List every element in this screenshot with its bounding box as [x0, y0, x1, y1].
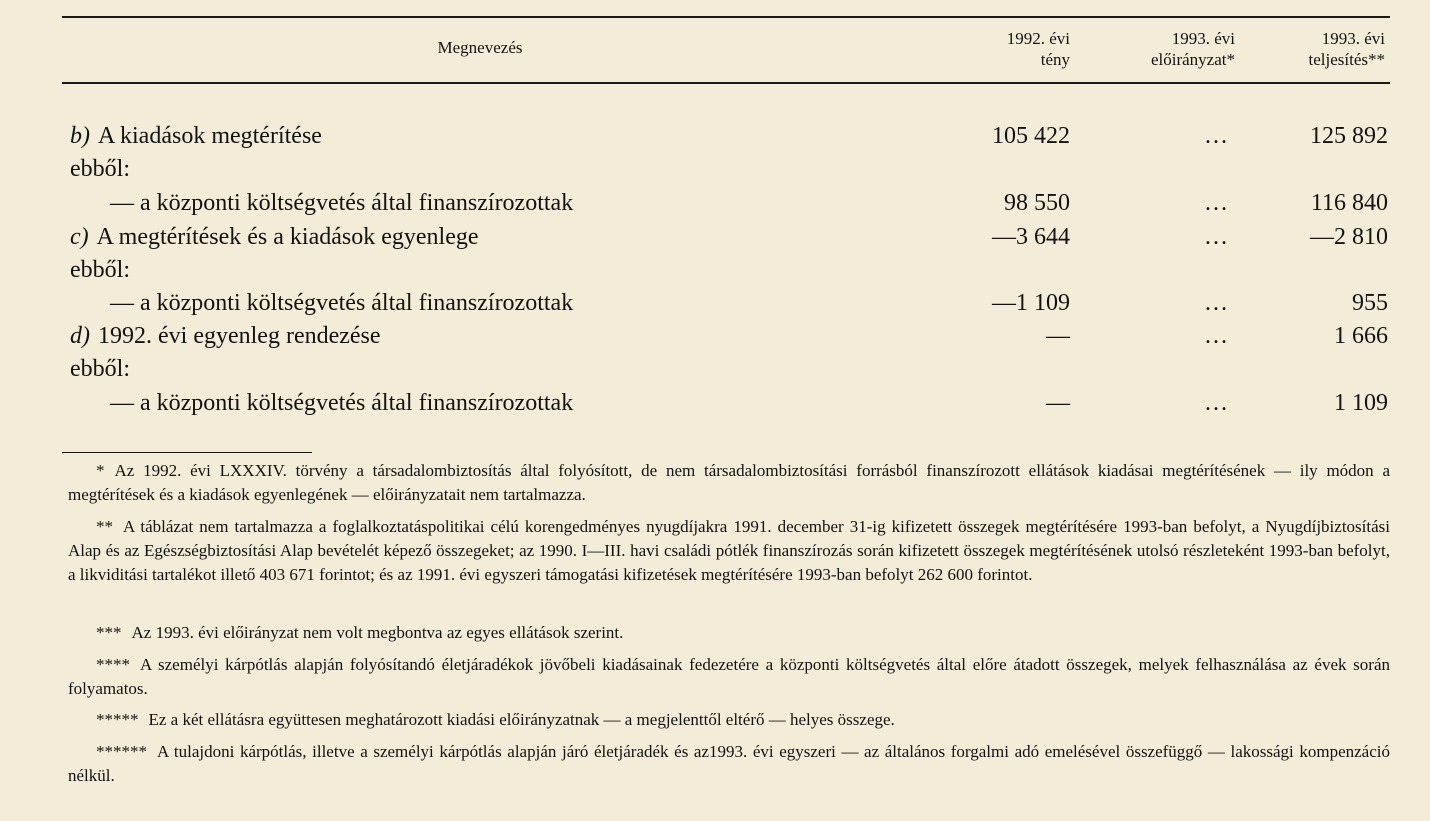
cell-1993-actual: 1 109 [1334, 390, 1388, 416]
footnote-text: A személyi kárpótlás alapján folyósítandó életjáradékok jövőbeli kiadásainak fedezetére a központi költségvetés által előre átadott összegek, melyek felhasználása az évek során folyamatos. [68, 655, 1390, 698]
footnote-mark: * [96, 461, 105, 480]
row-label [70, 319, 381, 353]
row-letter: c) [70, 224, 89, 250]
cell-1992: —3 644 [992, 224, 1070, 250]
cell-1993-plan: … [1204, 290, 1228, 316]
footnote-mark: **** [96, 655, 130, 674]
table-row [0, 253, 1430, 287]
row-letter: d) [70, 323, 90, 349]
row-label [110, 386, 573, 420]
footnote [68, 740, 1390, 788]
footnote [68, 708, 1390, 732]
cell-1992: — [1046, 323, 1070, 349]
table-top-rule [62, 16, 1390, 18]
cell-1992: 98 550 [1004, 190, 1070, 216]
footnote-text: A táblázat nem tartalmazza a foglalkoztatáspolitikai célú korengedményes nyugdíjakra 1991. december 31-ig kifizetett összegek megtérítésére 1993-ban befolyt, a Nyugdíjbiztosítási Alap és az Egészségbiztosítási Alap bevételét képező összegeket; az 1990. I—III. havi családi pótlék finanszírozás során kifizetett összegek megtérítésének utolsó részleteként 1993-ban befolyt, a likviditási tartalékot illető 403 671 forintot; és az 1991. évi egyszeri támogatási kifizetések megtérítésére 1993-ban befolyt 262 600 forintot. [68, 517, 1390, 584]
row-text: A kiadások megtérítése [98, 123, 322, 149]
footnote-mark: ***** [96, 710, 139, 729]
footnote-mark: *** [96, 623, 122, 642]
header-col-1992-line2: tény [1040, 50, 1070, 69]
row-text: A megtérítések és a kiadások egyenlege [96, 224, 479, 250]
cell-1993-plan: … [1204, 224, 1228, 250]
cell-1993-actual: —2 810 [1310, 224, 1388, 250]
row-letter: b) [70, 123, 90, 149]
cell-1993-actual: 116 840 [1310, 190, 1388, 216]
row-label [110, 286, 573, 320]
footnote-rule [62, 452, 312, 453]
footnote [68, 653, 1390, 701]
header-col-1993-actual-line2: teljesítés** [1308, 50, 1385, 69]
table-row [0, 119, 1430, 153]
footnote-mark: ****** [96, 742, 147, 761]
header-col-1993-actual [1255, 28, 1385, 70]
row-text: ebből: [70, 156, 130, 182]
row-text: ebből: [70, 356, 130, 382]
row-label [110, 186, 573, 220]
row-label [70, 119, 322, 153]
row-text: — a központi költségvetés által finanszírozottak [110, 190, 574, 216]
header-col-1992-actual [960, 28, 1070, 70]
row-label [70, 352, 130, 386]
table-row [0, 386, 1430, 420]
row-label [70, 253, 130, 287]
cell-1993-actual: 1 666 [1334, 323, 1388, 349]
header-col-1993-plan-line2: előirányzat* [1150, 50, 1235, 69]
cell-1992: 105 422 [992, 123, 1070, 149]
footnote [68, 515, 1390, 587]
footnote-mark: ** [96, 517, 113, 536]
row-text: 1992. évi egyenleg rendezése [98, 323, 381, 349]
row-label [70, 220, 479, 254]
cell-1993-actual: 955 [1352, 290, 1388, 316]
row-label [70, 152, 130, 186]
cell-1993-plan: … [1204, 190, 1228, 216]
footnote [68, 621, 1390, 645]
header-col-1993-actual-line1: 1993. évi [1321, 29, 1385, 48]
footnote-text: A tulajdoni kárpótlás, illetve a személyi kárpótlás alapján járó életjáradék és az1993. évi egyszeri — az általános forgalmi adó emelésével összefüggő — lakossági kompenzáció nélkül. [68, 742, 1390, 785]
header-name-label: Megnevezés [437, 38, 523, 57]
table-row [0, 152, 1430, 186]
table-row [0, 319, 1430, 353]
table-row [0, 286, 1430, 320]
cell-1993-plan: … [1204, 123, 1228, 149]
header-col-1993-plan-line1: 1993. évi [1171, 29, 1235, 48]
footnote-text: Ez a két ellátásra együttesen meghatározott kiadási előirányzatnak — a megjelenttől eltérő — helyes összege. [148, 710, 895, 729]
cell-1993-plan: … [1204, 323, 1228, 349]
table-header-rule [62, 82, 1390, 84]
table-row [0, 352, 1430, 386]
cell-1992: — [1046, 390, 1070, 416]
header-col-1993-plan [1105, 28, 1235, 70]
table-row [0, 220, 1430, 254]
header-name [380, 37, 580, 58]
row-text: — a központi költségvetés által finanszírozottak [110, 290, 574, 316]
cell-1992: —1 109 [992, 290, 1070, 316]
header-col-1992-line1: 1992. évi [1006, 29, 1070, 48]
row-text: — a központi költségvetés által finanszírozottak [110, 390, 574, 416]
table-row [0, 186, 1430, 220]
footnote-text: Az 1992. évi LXXXIV. törvény a társadalombiztosítás által folyósított, de nem társadalombiztosítási forrásból finanszírozott ellátások kiadásai megtérítésének — ily módon a megtérítések és a kiadások egyenlegének — előirányzatait nem tartalmazza. [68, 461, 1390, 504]
footnote-text: Az 1993. évi előirányzat nem volt megbontva az egyes ellátások szerint. [131, 623, 624, 642]
cell-1993-plan: … [1204, 390, 1228, 416]
row-text: ebből: [70, 257, 130, 283]
footnote [68, 459, 1390, 507]
cell-1993-actual: 125 892 [1310, 123, 1388, 149]
